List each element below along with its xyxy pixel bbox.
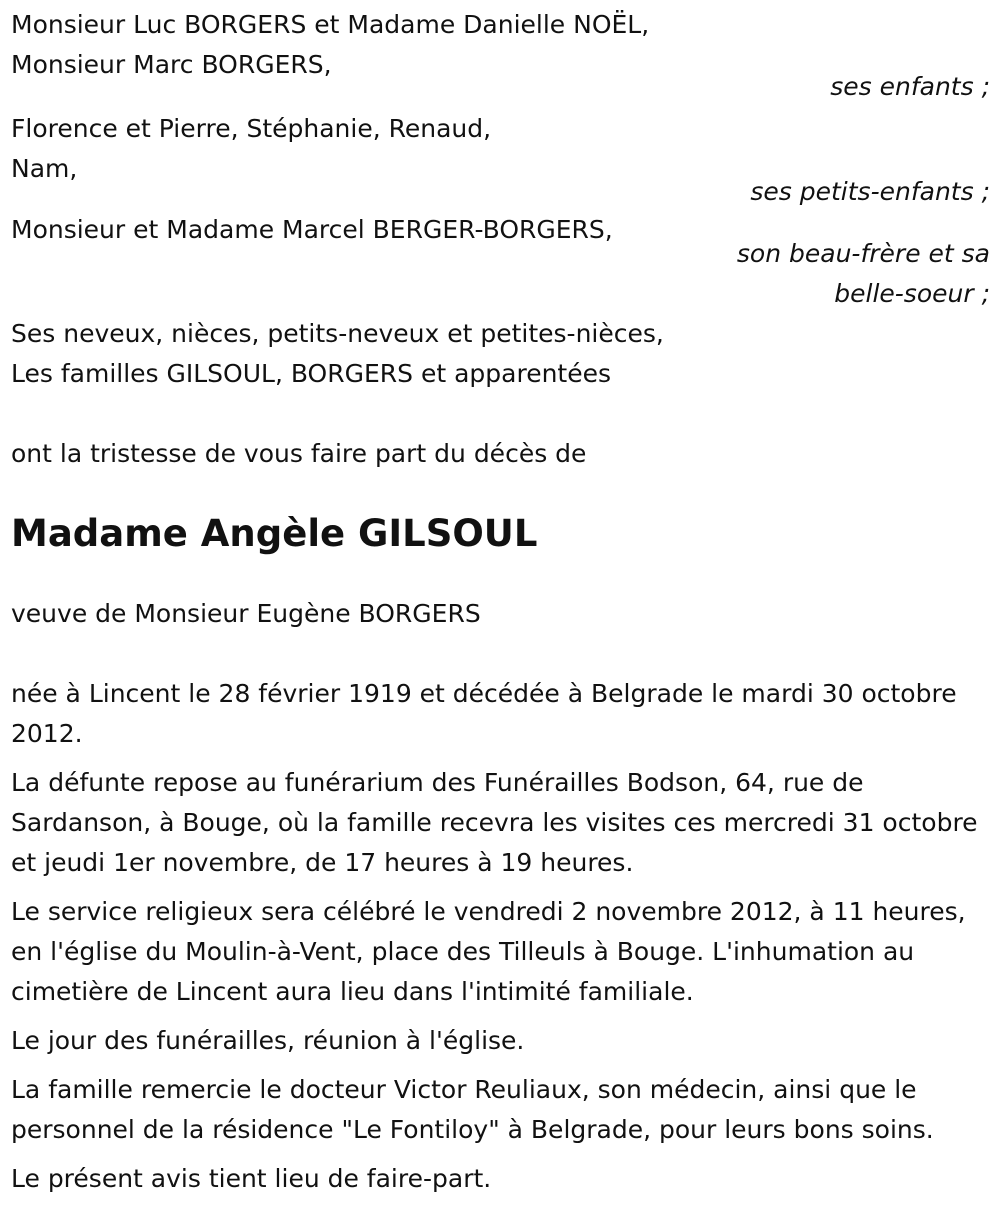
in-laws-role-line-2: belle-soeur ; bbox=[834, 279, 990, 308]
spacer bbox=[11, 558, 990, 594]
family-grandchildren-block bbox=[11, 109, 990, 212]
grandchildren-role: ses petits-enfants ; bbox=[750, 177, 990, 206]
grandchildren-line-2: Nam, bbox=[11, 154, 78, 183]
family-in-laws-block bbox=[11, 210, 990, 314]
in-laws-line: Monsieur et Madame Marcel BERGER-BORGERS, bbox=[11, 215, 613, 244]
relatives-line-1: Ses neveux, nièces, petits-neveux et petites-nièces, bbox=[11, 319, 664, 348]
spacer bbox=[11, 394, 990, 434]
announcement-text: ont la tristesse de vous faire part du décès de bbox=[11, 439, 587, 468]
in-laws-role-line-1: son beau-frère et sa bbox=[736, 239, 990, 268]
children-line-1: Monsieur Luc BORGERS et Madame Danielle NOËL, bbox=[11, 10, 650, 39]
family-children-block bbox=[11, 5, 990, 107]
service-paragraph: Le service religieux sera célébré le vendredi 2 novembre 2012, à 11 heures, en l'église du Moulin-à-Vent, place des Tilleuls à Bouge. L'inhumation au cimetière de Lincent aura lieu dans l'intimité familiale. bbox=[11, 897, 966, 1006]
obituary-notice bbox=[11, 5, 990, 1199]
widow-of-text: veuve de Monsieur Eugène BORGERS bbox=[11, 599, 481, 628]
spacer bbox=[11, 474, 990, 510]
thanks-paragraph: La famille remercie le docteur Victor Reuliaux, son médecin, ainsi que le personnel de la résidence "Le Fontiloy" à Belgrade, pour leurs bons soins. bbox=[11, 1075, 934, 1144]
birth-death-paragraph: née à Lincent le 28 février 1919 et décédée à Belgrade le mardi 30 octobre 2012. bbox=[11, 679, 957, 748]
relatives-line-2: Les familles GILSOUL, BORGERS et apparentées bbox=[11, 359, 612, 388]
notice-paragraph: Le présent avis tient lieu de faire-part. bbox=[11, 1164, 492, 1193]
funerarium-paragraph: La défunte repose au funérarium des Funérailles Bodson, 64, rue de Sardanson, à Bouge, où la famille recevra les visites ces mercredi 31 octobre et jeudi 1er novembre, de 17 heures à 19 heures. bbox=[11, 768, 978, 877]
children-line-2: Monsieur Marc BORGERS, bbox=[11, 50, 332, 79]
deceased-name: Madame Angèle GILSOUL bbox=[11, 512, 538, 555]
family-relatives-block bbox=[11, 314, 990, 394]
spacer bbox=[11, 634, 990, 674]
grandchildren-line-1: Florence et Pierre, Stéphanie, Renaud, bbox=[11, 114, 492, 143]
details-body bbox=[11, 674, 990, 1199]
children-role: ses enfants ; bbox=[830, 72, 990, 101]
reunion-paragraph: Le jour des funérailles, réunion à l'église. bbox=[11, 1026, 525, 1055]
